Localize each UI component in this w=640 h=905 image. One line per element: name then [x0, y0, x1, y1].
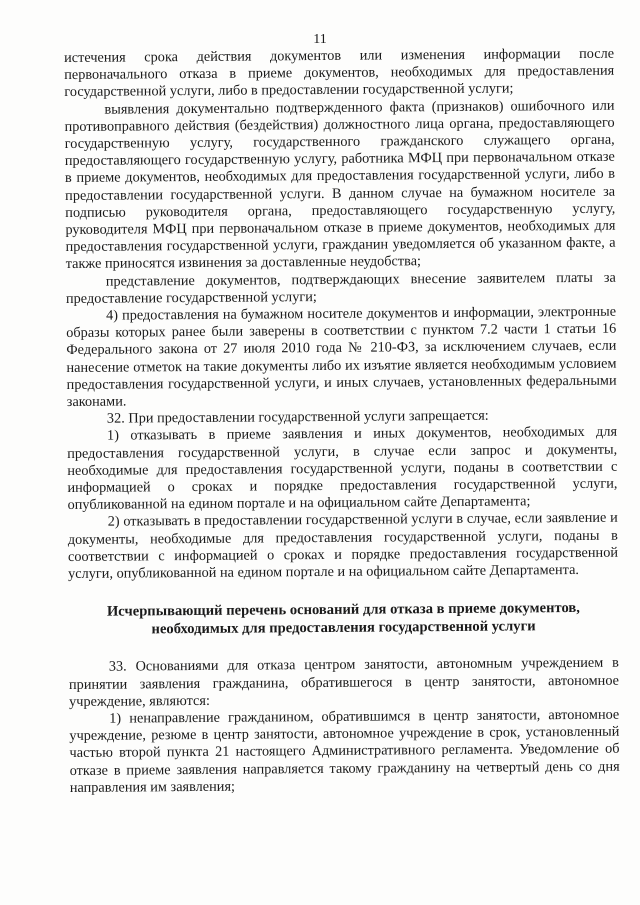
page-number: 11	[313, 32, 327, 47]
paragraph: 2) отказывать в предоставлении государственной услуги в случае, если заявление и документы, необходимые для предоставления государственной услуги, поданы в соответствии с информацией о сроках и порядке предоставления государственной услуги, опубликованной на едином портале и на официальном сайте Департамента.	[67, 510, 619, 583]
paragraph: 1) отказывать в приеме заявления и иных документов, необходимых для предоставления государственной услуги, в случае если запрос и документы, необходимые для предоставления государственной услуги, поданы в соответствии с информацией о сроках и порядке предоставления государственной услуги, опубликованной на едином портале и на официальном сайте Департамента;	[67, 424, 618, 514]
paragraph: 4) предоставления на бумажном носителе документов и информации, электронные образы которых ранее были заверены в соответствии с пунктом 7.2 части 1 статьи 16 Федерального закона от 27 июля 2010 года № 210-ФЗ, за исключением случаев, если нанесение отметок на такие документы либо их изъятие является необходимым условием предоставления государственной услуги, и иных случаев, установленных федеральными законами.	[66, 303, 617, 411]
paragraph: истечения срока действия документов или изменения информации после первоначального отказа в приеме документов, необходимых для предоставления государственной услуги, либо в предоставлении государственной услуги;	[64, 45, 615, 101]
section-heading	[68, 599, 618, 639]
paragraph: представление документов, подтверждающих внесение заявителем платы за предоставление государственной услуги;	[65, 269, 616, 307]
section-heading-line: Исчерпывающий перечень оснований для отказа в приеме документов,	[106, 600, 580, 620]
paragraph: выявления документально подтвержденного факта (признаков) ошибочного или противоправного действия (бездействия) должностного лица органа, предоставляющего государственную услугу, государственного гражданского служащего органа, предоставляющего государственную услугу, работника МФЦ при первоначальном отказе в приеме документов, необходимых для предоставления государственной услуги, либо в предоставлении государственной услуги. В данном случае на бумажном носителе за подписью руководителя органа, предоставляющего государственную услугу, руководителя МФЦ при первоначальном отказе в приеме документов, необходимых для предоставления государственной услуги, гражданин уведомляется об указанном факте, а также приносятся извинения за доставленные неудобства;	[64, 97, 616, 273]
paragraph: 1) ненаправление гражданином, обратившимся в центр занятости, автономное учреждение, резюме в центр занятости, автономное учреждение в срок, установленный частью второй пункта 21 настоящего Административного регламента. Уведомление об отказе в приеме заявления направляется такому гражданину на четвертый день со дня направления им заявления;	[69, 706, 620, 796]
paragraph: 33. Основаниями для отказа центром занятости, автономным учреждением в принятии заявления гражданина, обратившегося в центр занятости, автономное учреждение, являются:	[68, 654, 620, 710]
paragraph: 32. При предоставлении государственной услуги запрещается:	[106, 407, 489, 427]
section-heading-line: необходимых для предоставления государственной услуги	[151, 618, 536, 638]
document-body	[64, 46, 620, 797]
